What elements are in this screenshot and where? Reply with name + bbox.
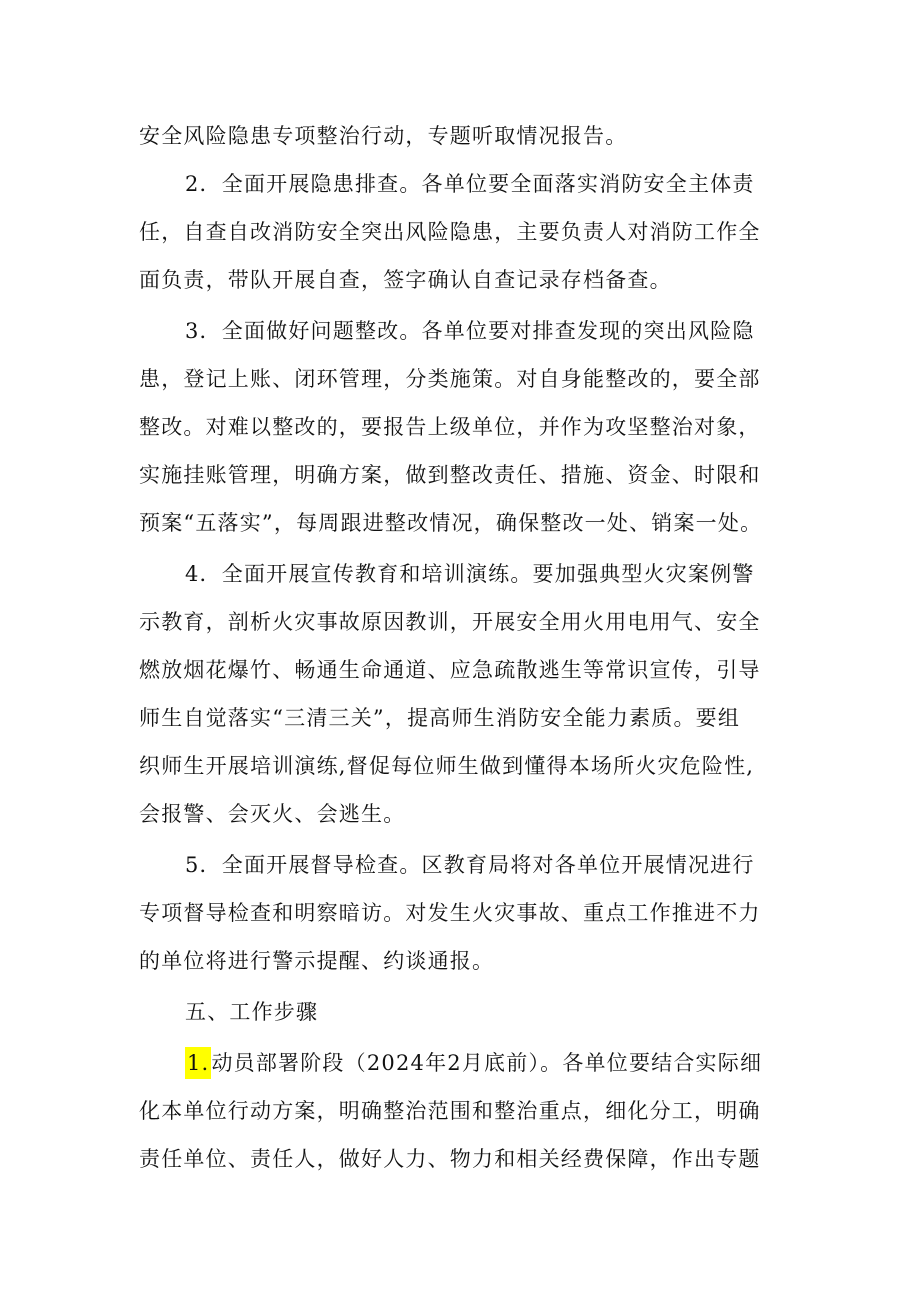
step-1-text: 动员部署阶段（2024年2月底前）。各单位要结合实际细 <box>211 1051 763 1075</box>
text-line: 织师生开展培训演练,督促每位师生做到懂得本场所火灾危险性, <box>139 754 755 778</box>
text-line: 的单位将进行警示提醒、约谈通报。 <box>139 949 495 973</box>
paragraph-3-start: 3．全面做好问题整改。各单位要对排查发现的突出风险隐 <box>185 319 755 343</box>
paragraph-4-start: 4．全面开展宣传教育和培训演练。要加强典型火灾案例警 <box>185 562 755 586</box>
text-line: 燃放烟花爆竹、畅通生命通道、应急疏散逃生等常识宣传，引导 <box>139 658 761 682</box>
text-line: 患，登记上账、闭环管理，分类施策。对自身能整改的，要全部 <box>139 367 761 391</box>
paragraph-2-start: 2．全面开展隐患排查。各单位要全面落实消防安全主体责 <box>185 172 755 196</box>
document-body <box>139 112 789 1183</box>
text-line: 师生自觉落实“三清三关”，提高师生消防安全能力素质。要组 <box>139 706 741 730</box>
step-1-line <box>139 1039 789 1087</box>
text-line: 面负责，带队开展自查，签字确认自查记录存档备查。 <box>139 268 672 292</box>
text-line: 预案“五落实”，每周跟进整改情况，确保整改一处、销案一处。 <box>139 511 763 535</box>
section-heading-steps: 五、工作步骤 <box>185 1000 319 1024</box>
text-line: 责任单位、责任人，做好人力、物力和相关经费保障，作出专题 <box>139 1147 761 1171</box>
highlighted-step-number: 1. <box>185 1047 211 1079</box>
text-line: 任，自查自改消防安全突出风险隐患，主要负责人对消防工作全 <box>139 220 761 244</box>
text-line: 整改。对难以整改的，要报告上级单位，并作为攻坚整治对象， <box>139 415 761 439</box>
text-line: 会报警、会灭火、会逃生。 <box>139 802 406 826</box>
paragraph-5-start: 5．全面开展督导检查。区教育局将对各单位开展情况进行 <box>185 853 755 877</box>
text-line: 安全风险隐患专项整治行动，专题听取情况报告。 <box>139 124 628 148</box>
text-line: 化本单位行动方案，明确整治范围和整治重点，细化分工，明确 <box>139 1099 761 1123</box>
text-line: 示教育，剖析火灾事故原因教训，开展安全用火用电用气、安全 <box>139 610 761 634</box>
text-line: 实施挂账管理，明确方案，做到整改责任、措施、资金、时限和 <box>139 463 761 487</box>
text-line: 专项督导检查和明察暗访。对发生火灾事故、重点工作推进不力 <box>139 901 761 925</box>
